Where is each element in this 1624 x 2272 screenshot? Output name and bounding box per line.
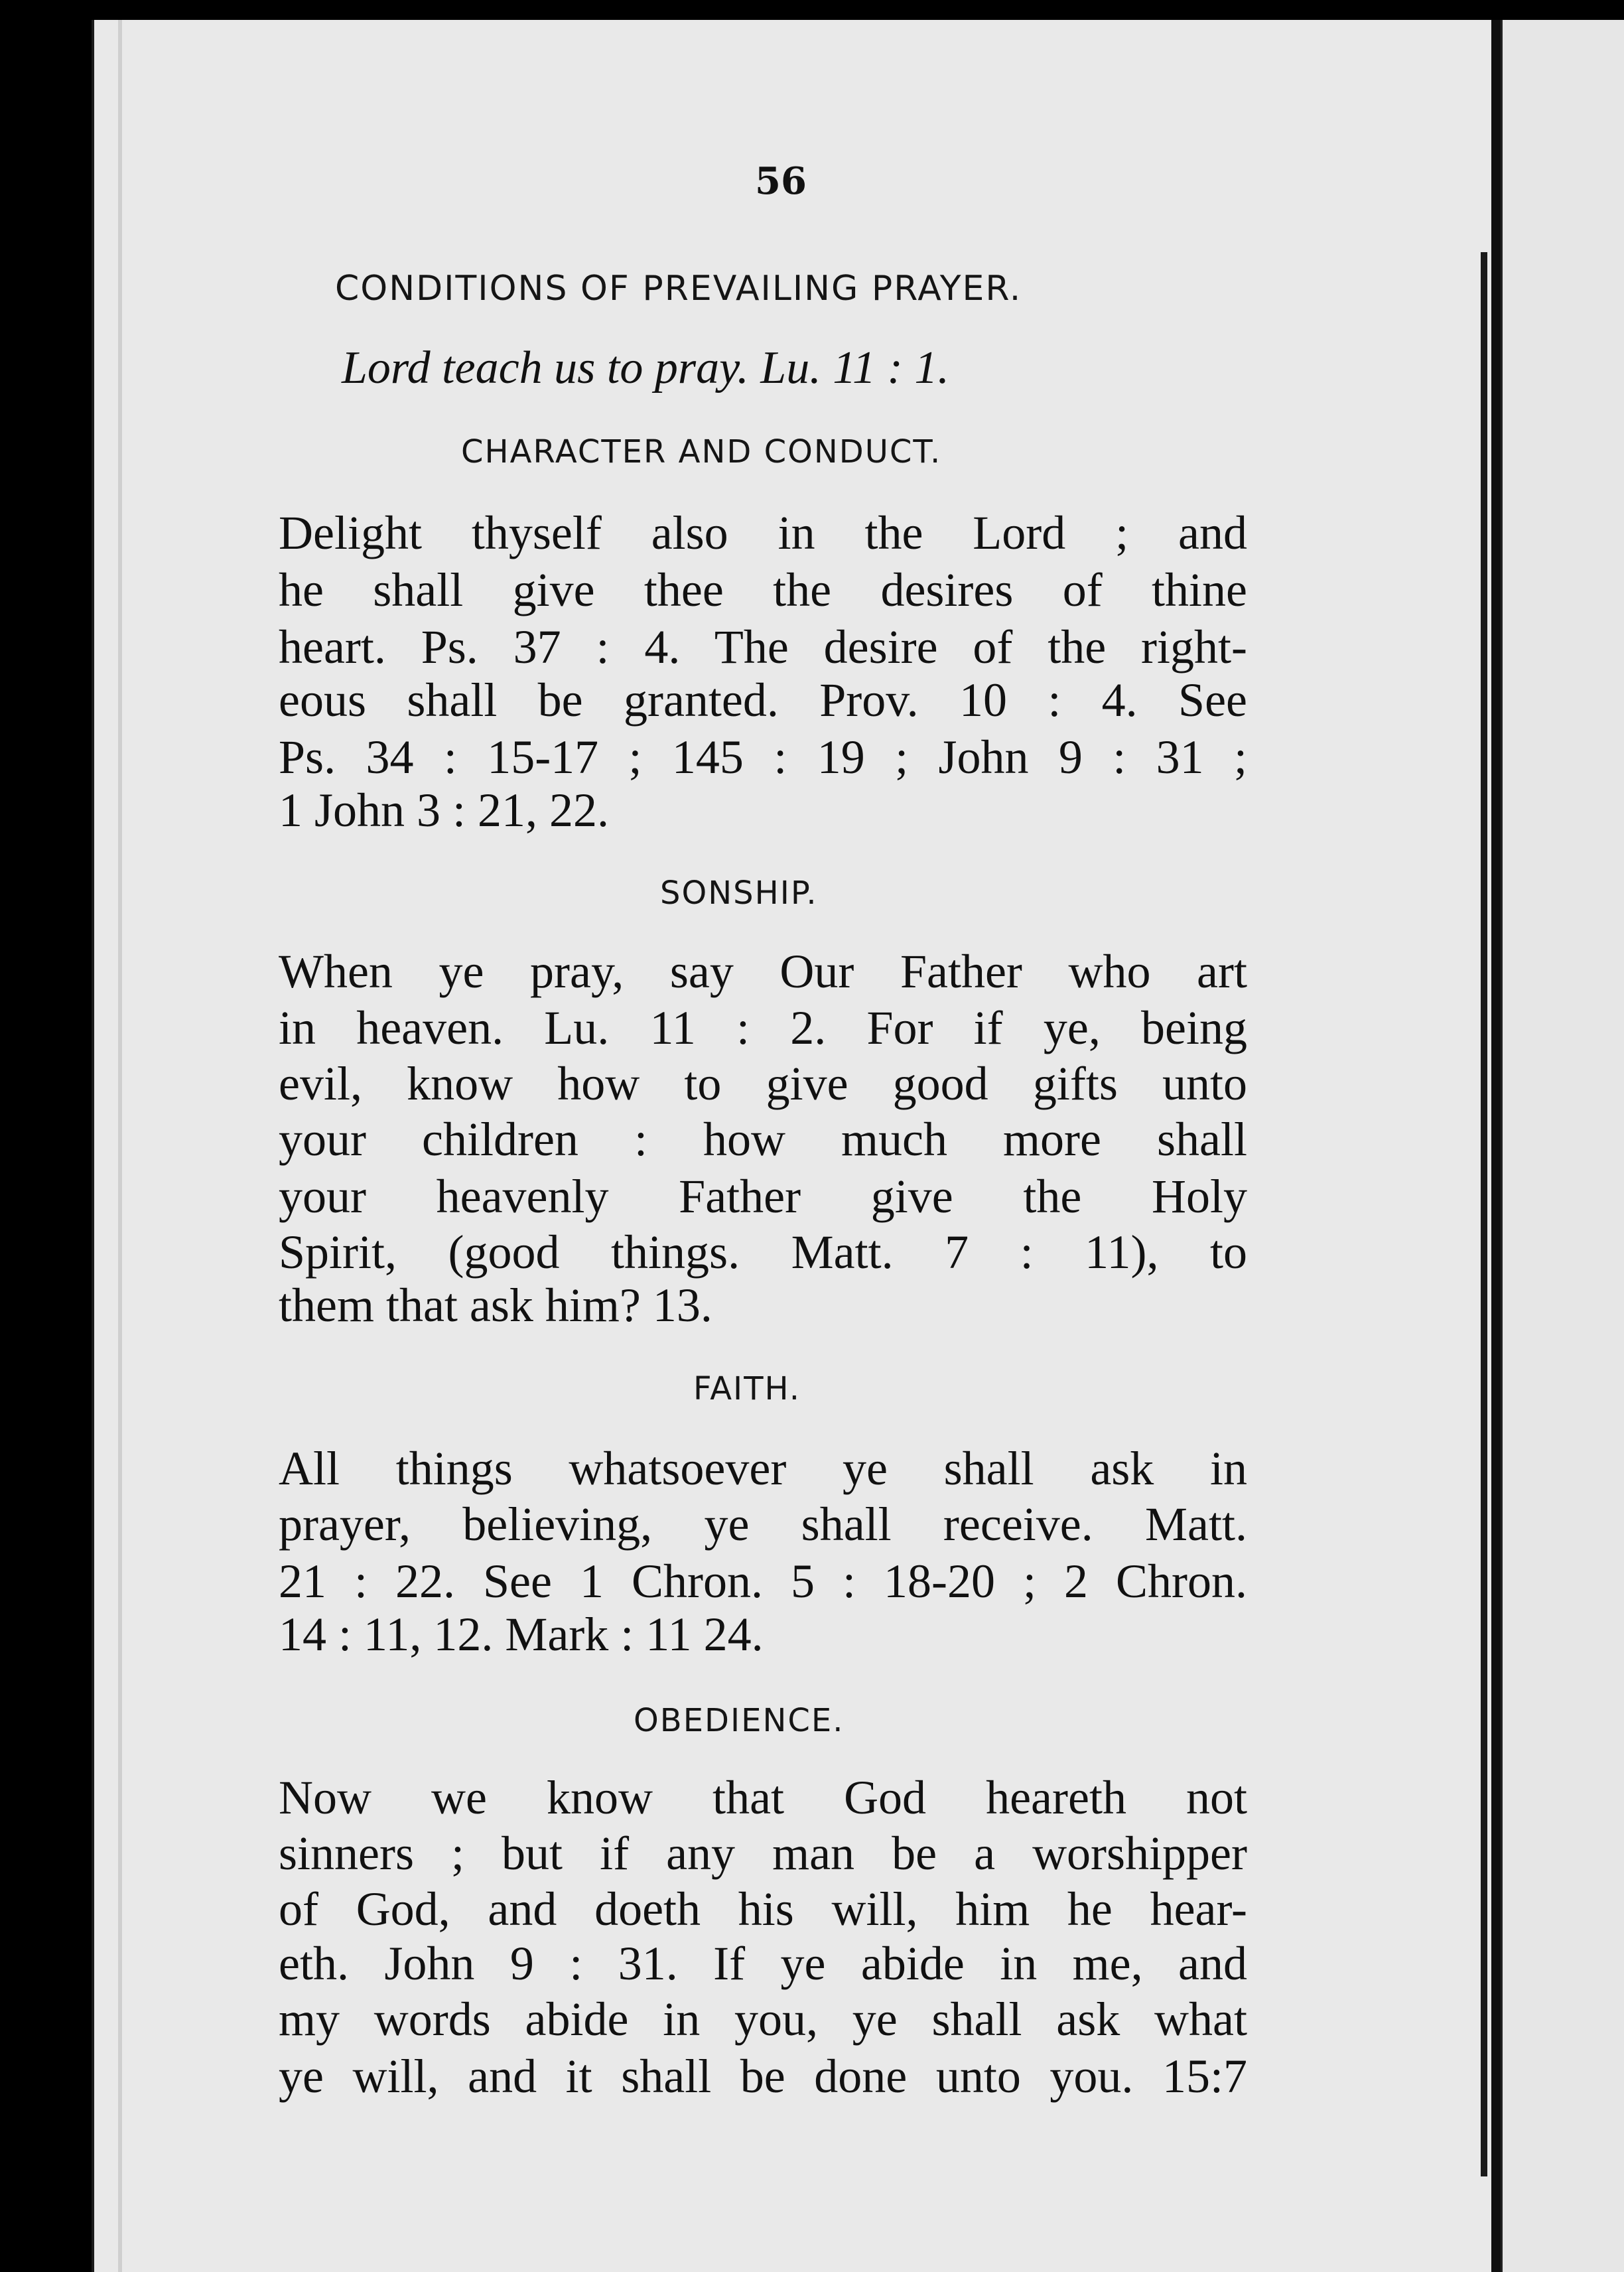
section-heading: FAITH. — [693, 1370, 801, 1407]
body-line: 1 John 3 : 21, 22. — [279, 784, 610, 837]
body-line: All things whatsoever ye shall ask in — [279, 1442, 1247, 1495]
section-heading: SONSHIP. — [660, 875, 818, 912]
body-line: Ps. 34 : 15-17 ; 145 : 19 ; John 9 : 31 ; — [279, 731, 1247, 784]
body-line: Spirit, (good things. Matt. 7 : 11), to — [279, 1226, 1247, 1279]
body-line: my words abide in you, ye shall ask what — [279, 1993, 1247, 2046]
body-line: eth. John 9 : 31. If ye abide in me, and — [279, 1937, 1247, 1990]
body-line: heart. Ps. 37 : 4. The desire of the right- — [279, 620, 1247, 674]
body-line: your children : how much more shall — [279, 1113, 1247, 1166]
body-line: evil, know how to give good gifts unto — [279, 1057, 1247, 1110]
body-line: sinners ; but if any man be a worshipper — [279, 1827, 1247, 1880]
body-line: eous shall be granted. Prov. 10 : 4. See — [279, 674, 1247, 727]
body-line: When ye pray, say Our Father who art — [279, 945, 1247, 998]
body-line: them that ask him? 13. — [279, 1279, 712, 1332]
body-line: of God, and doeth his will, him he hear- — [279, 1882, 1247, 1936]
body-line: he shall give thee the desires of thine — [279, 563, 1247, 616]
body-line: ye will, and it shall be done unto you. 15:7 — [279, 2050, 1247, 2103]
section-heading: OBEDIENCE. — [634, 1702, 845, 1739]
body-line: 21 : 22. See 1 Chron. 5 : 18-20 ; 2 Chron. — [279, 1555, 1247, 1608]
body-line: your heavenly Father give the Holy — [279, 1170, 1247, 1223]
page-title: CONDITIONS OF PREVAILING PRAYER. — [335, 269, 1022, 309]
gutter-shadow — [1481, 252, 1487, 2176]
motto: Lord teach us to pray. Lu. 11 : 1. — [342, 342, 949, 393]
spine-divider — [1491, 20, 1501, 2272]
body-line: Now we know that God heareth not — [279, 1771, 1247, 1824]
section-heading: CHARACTER AND CONDUCT. — [461, 433, 942, 470]
facing-page-edge — [1501, 20, 1624, 2272]
page-edge — [118, 20, 122, 2272]
body-line: in heaven. Lu. 11 : 2. For if ye, being — [279, 1001, 1247, 1054]
body-line: Delight thyself also in the Lord ; and — [279, 506, 1247, 559]
body-line: prayer, believing, ye shall receive. Matt. — [279, 1498, 1247, 1551]
body-line: 14 : 11, 12. Mark : 11 24. — [279, 1608, 764, 1661]
page-number: 56 — [755, 159, 807, 203]
